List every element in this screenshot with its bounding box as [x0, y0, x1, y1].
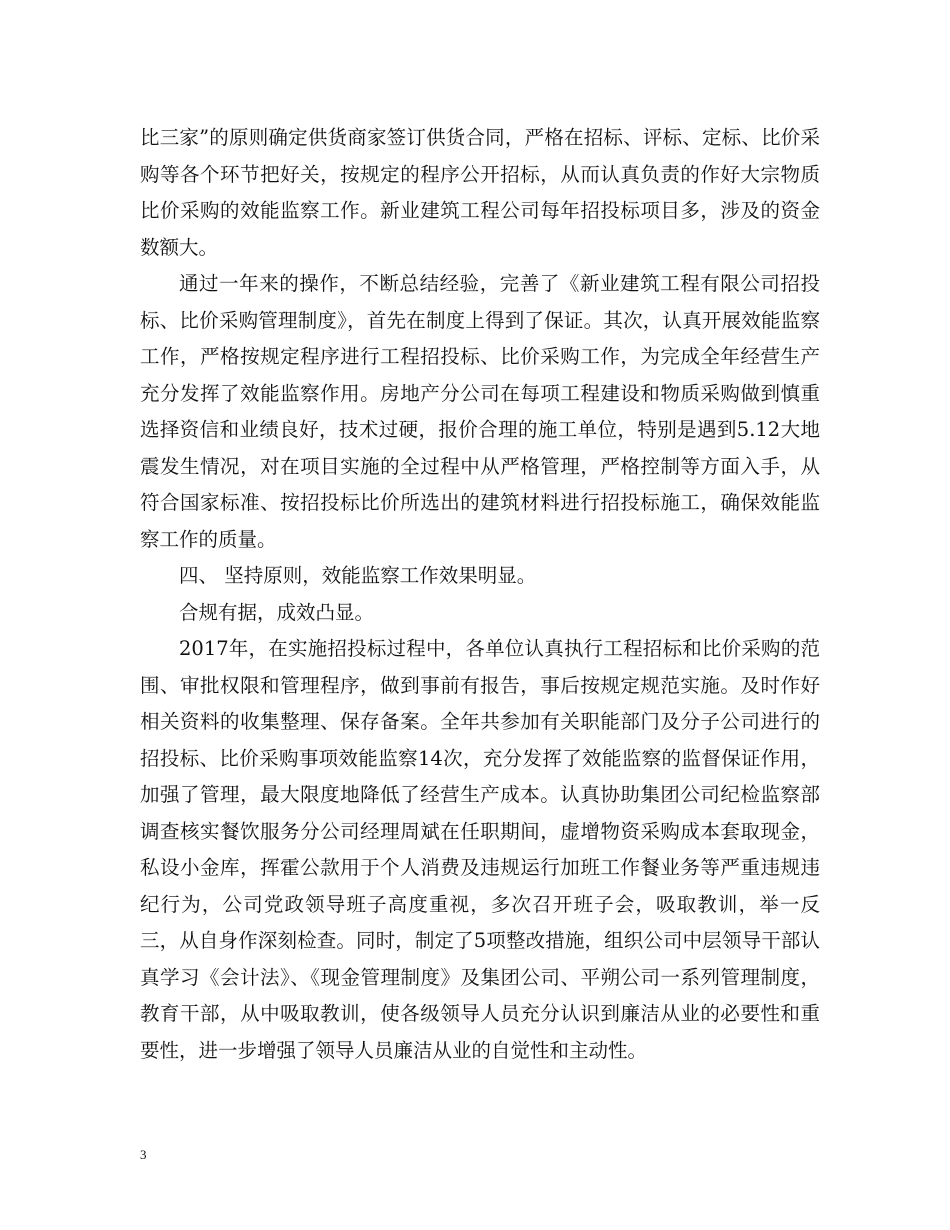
- paragraph-results: 2017年，在实施招投标过程中，各单位认真执行工程招标和比价采购的范围、审批权限和管理程序，做到事前有报告，事后按规定规范实施。及时作好相关资料的收集整理、保存备案。全年共参加有关职能部门及分子公司进行的招投标、比价采购事项效能监察14次，充分发挥了效能监察的监督保证作用，加强了管理，最大限度地降低了经营生产成本。认真协助集团公司纪检监察部调查核实餐饮服务分公司经理周斌在任职期间，虚增物资采购成本套取现金，私设小金库，挥霍公款用于个人消费及违规运行加班工作餐业务等严重违规违纪行为，公司党政领导班子高度重视，多次召开班子会，吸取教训，举一反三，从自身作深刻检查。同时，制定了5项整改措施，组织公司中层领导干部认真学习《会计法》、《现金管理制度》及集团公司、平朔公司一系列管理制度，教育干部，从中吸取教训，使各级领导人员充分认识到廉洁从业的必要性和重要性，进一步增强了领导人员廉洁从业的自觉性和主动性。: [140, 637, 820, 1062]
- paragraph-continued: 比三家”的原则确定供货商家签订供货合同，严格在招标、评标、定标、比价采购等各个环节把好关，按规定的程序公开招标，从而认真负责的作好大宗物质比价采购的效能监察工作。新业建筑工程公司每年招投标项目多，涉及的资金数额大。: [140, 126, 820, 259]
- subheading: 合规有据，成效凸显。: [179, 600, 375, 624]
- page-number: 3: [140, 1147, 147, 1162]
- paragraph-procedures: 通过一年来的操作，不断总结经验，完善了《新业建筑工程有限公司招投标、比价采购管理制度》，首先在制度上得到了保证。其次，认真开展效能监察工作，严格按规定程序进行工程招投标、比价采购工作，为完成全年经营生产充分发挥了效能监察作用。房地产分公司在每项工程建设和物质采购做到慎重选择资信和业绩良好，技术过硬，报价合理的施工单位，特别是遇到5.12大地震发生情况，对在项目实施的全过程中从严格管理，严格控制等方面入手，从符合国家标准、按招投标比价所选出的建筑材料进行招投标施工，确保效能监察工作的质量。: [140, 272, 820, 551]
- section-heading: 四、 坚持原则，效能监察工作效果明显。: [179, 564, 537, 587]
- document-body: [140, 120, 820, 1069]
